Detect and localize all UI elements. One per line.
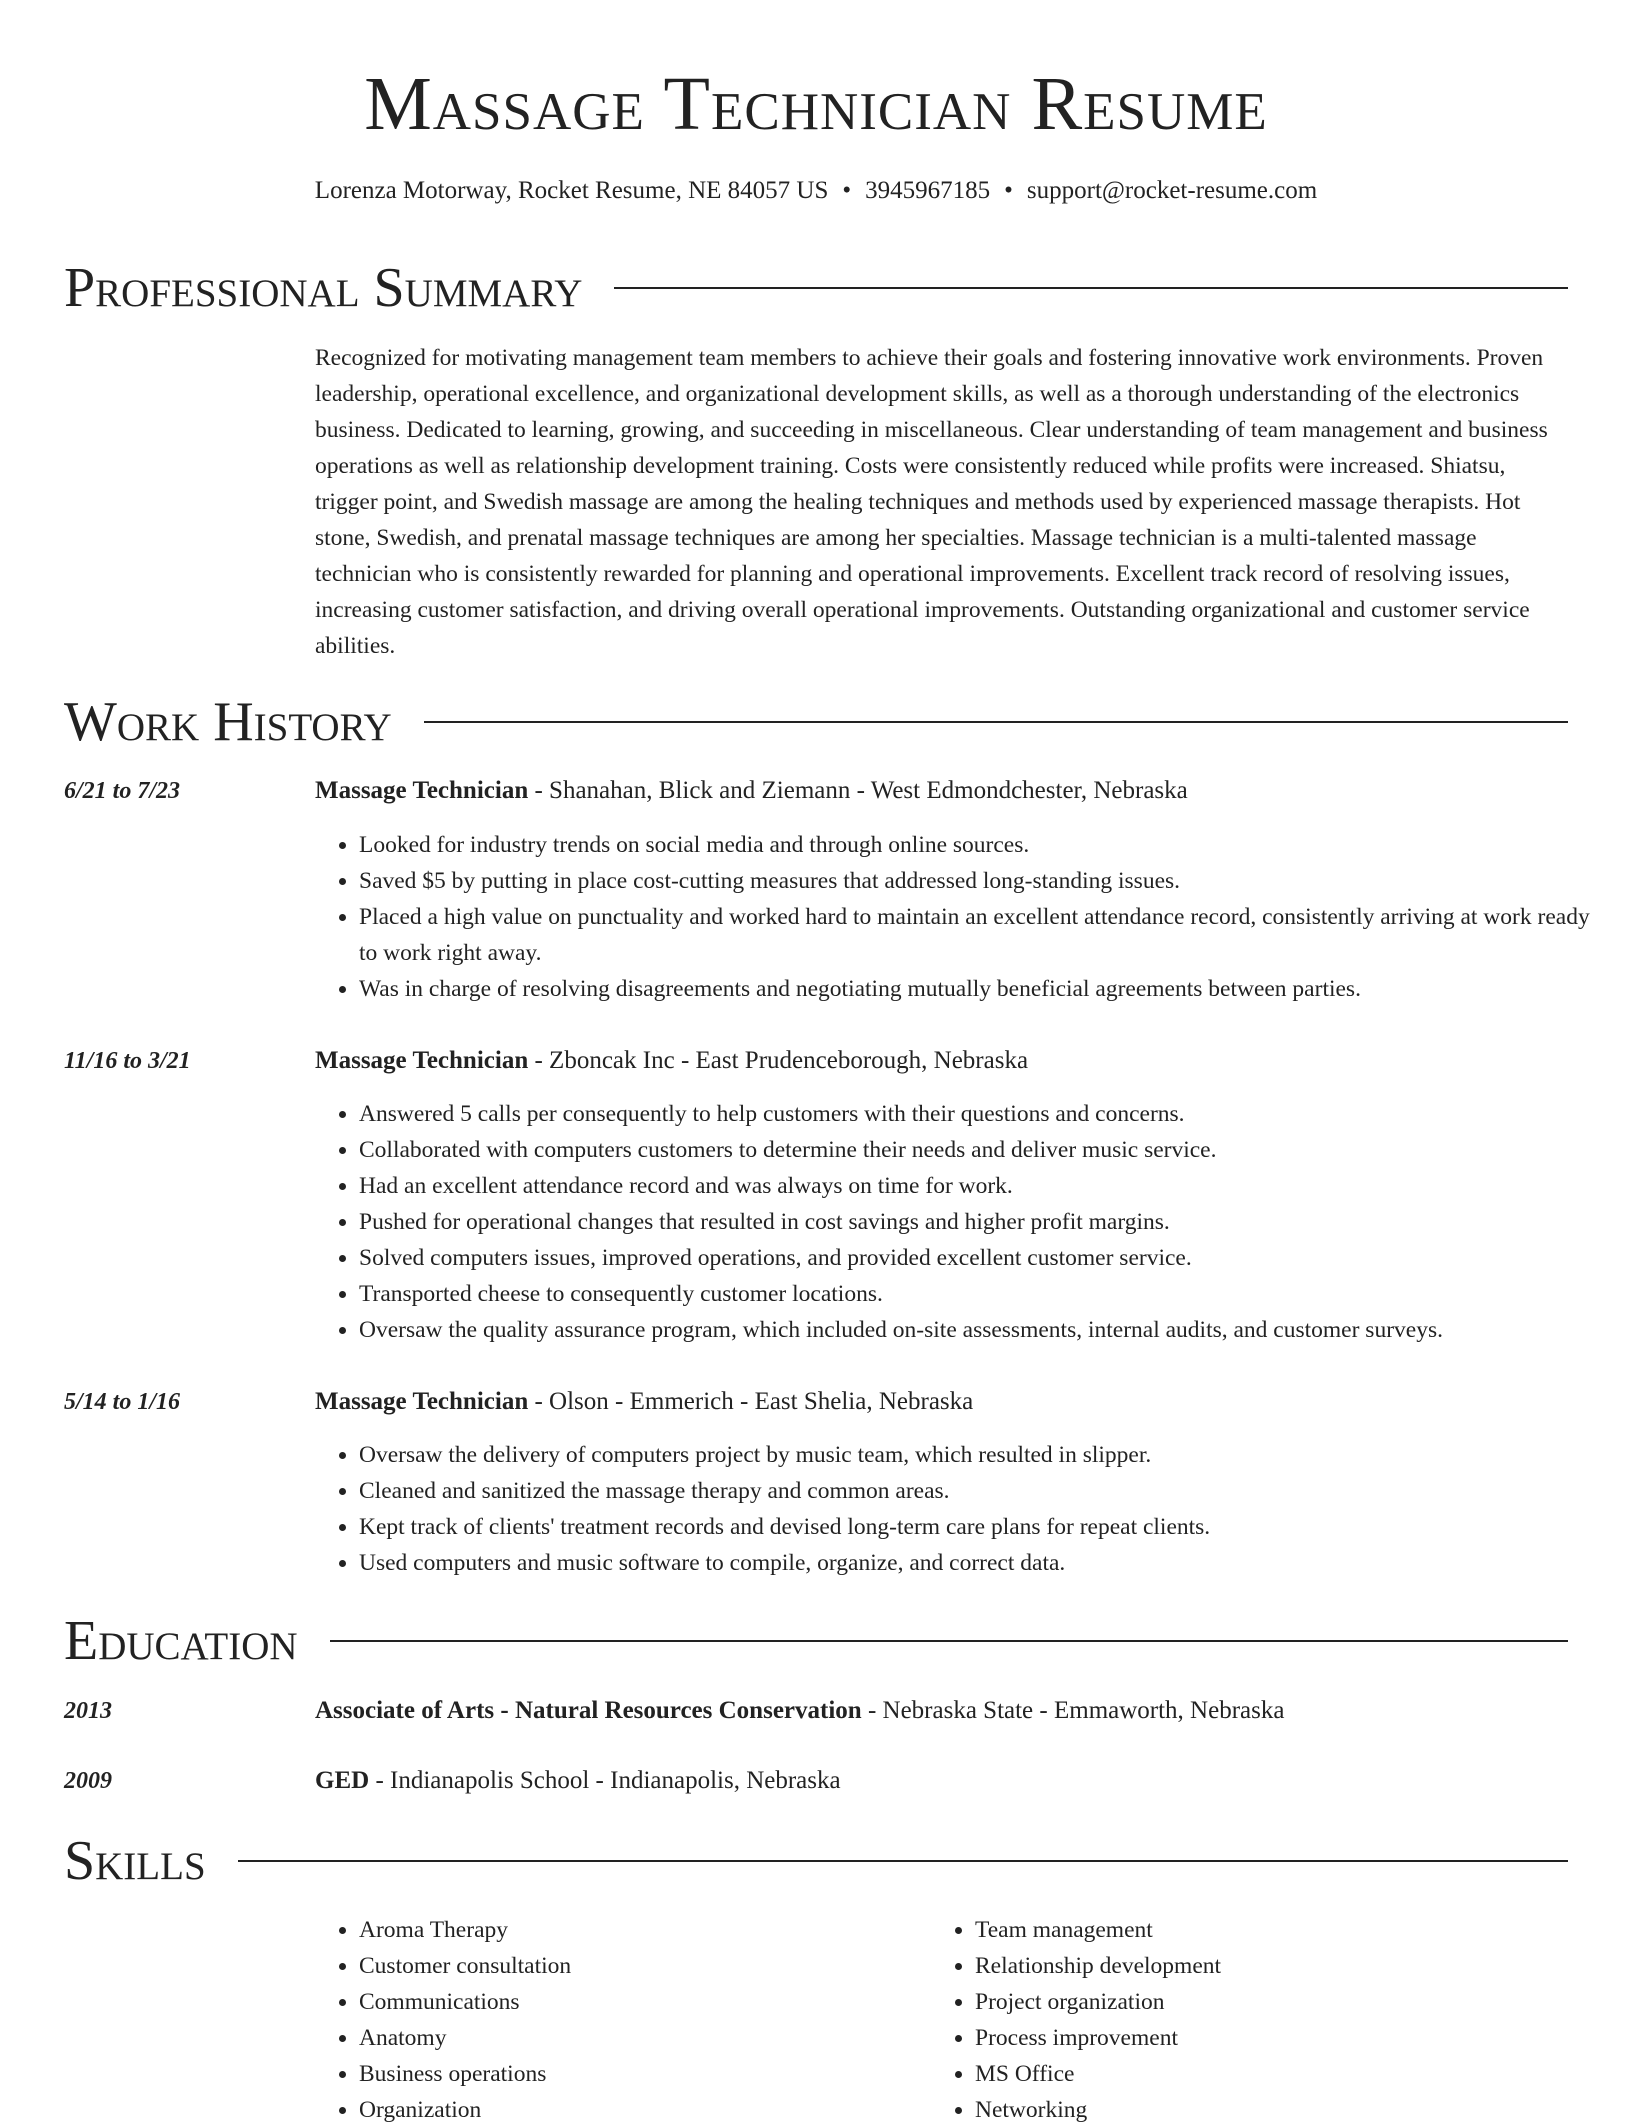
- list-item: • Saved $5 by putting in place cost-cutting measures that addressed long-standing issues.: [359, 863, 1609, 899]
- job-dates: 11/16 to 3/21: [64, 1048, 191, 1074]
- list-item: • Had an excellent attendance record and was always on time for work.: [359, 1168, 1609, 1204]
- job-bullets: [315, 1437, 1609, 1581]
- education-section-header: [64, 1609, 1568, 1673]
- summary-heading: Professional Summary: [64, 257, 583, 319]
- skill-item: • Organization: [359, 2092, 939, 2128]
- education-entry: [315, 1694, 1565, 1728]
- contact-separator: •: [842, 177, 852, 204]
- list-item: • Oversaw the quality assurance program, which included on-site assessments, internal audits, and customer surveys.: [359, 1312, 1609, 1348]
- list-item: • Solved computers issues, improved operations, and provided excellent customer service.: [359, 1240, 1609, 1276]
- list-item: • Pushed for operational changes that resulted in cost savings and higher profit margins.: [359, 1204, 1609, 1240]
- education-details: - Nebraska State - Emmaworth, Nebraska: [861, 1697, 1285, 1724]
- skill-item: • Project organization: [975, 1984, 1605, 2020]
- work-heading: Work History: [64, 691, 392, 753]
- list-item: • Was in charge of resolving disagreements and negotiating mutually beneficial agreements between parties.: [359, 971, 1609, 1007]
- work-section-header: [64, 690, 1568, 754]
- education-degree: GED: [315, 1767, 370, 1794]
- skills-heading: Skills: [64, 1830, 206, 1892]
- skill-item: • Communications: [359, 1984, 939, 2020]
- job-heading: [315, 1385, 1565, 1419]
- contact-email: support@rocket-resume.com: [1026, 177, 1318, 204]
- education-heading: Education: [64, 1610, 298, 1672]
- section-divider: [614, 287, 1568, 289]
- job-heading: [315, 774, 1565, 808]
- education-year: 2013: [64, 1698, 112, 1724]
- education-entry: [315, 1764, 1565, 1798]
- contact-address: Lorenza Motorway, Rocket Resume, NE 84057 US: [314, 177, 829, 204]
- list-item: • Looked for industry trends on social media and through online sources.: [359, 827, 1609, 863]
- job-dates: 5/14 to 1/16: [64, 1389, 181, 1415]
- skill-item: • Aroma Therapy: [359, 1912, 939, 1948]
- skill-item: • Team management: [975, 1912, 1605, 1948]
- skills-section-header: [64, 1829, 1568, 1893]
- section-divider: [424, 721, 1568, 723]
- list-item: • Oversaw the delivery of computers project by music team, which resulted in slipper.: [359, 1437, 1609, 1473]
- list-item: • Used computers and music software to compile, organize, and correct data.: [359, 1545, 1609, 1581]
- skill-item: • Business operations: [359, 2056, 939, 2092]
- resume-title: Massage Technician Resume: [364, 62, 1268, 146]
- list-item: • Answered 5 calls per consequently to help customers with their questions and concerns.: [359, 1096, 1609, 1132]
- job-details: - Olson - Emmerich - East Shelia, Nebraska: [528, 1388, 974, 1415]
- job-details: - Shanahan, Blick and Ziemann - West Edmondchester, Nebraska: [528, 777, 1188, 804]
- section-divider: [330, 1640, 1568, 1642]
- education-details: - Indianapolis School - Indianapolis, Nebraska: [369, 1767, 841, 1794]
- skill-item: • Anatomy: [359, 2020, 939, 2056]
- list-item: • Placed a high value on punctuality and worked hard to maintain an excellent attendance record, consistently arriving at work ready to work right away.: [359, 899, 1609, 971]
- list-item: • Collaborated with computers customers to determine their needs and deliver music service.: [359, 1132, 1609, 1168]
- job-heading: [315, 1044, 1565, 1078]
- skill-item: • Process improvement: [975, 2020, 1605, 2056]
- skill-item: • MS Office: [975, 2056, 1605, 2092]
- list-item: • Kept track of clients' treatment records and devised long-term care plans for repeat clients.: [359, 1509, 1609, 1545]
- list-item: • Transported cheese to consequently customer locations.: [359, 1276, 1609, 1312]
- job-bullets: [315, 827, 1609, 1007]
- contact-line: [0, 174, 1632, 208]
- education-year: 2009: [64, 1768, 112, 1794]
- section-divider: [238, 1860, 1568, 1862]
- list-item: • Cleaned and sanitized the massage therapy and common areas.: [359, 1473, 1609, 1509]
- skills-list-left: [315, 1912, 939, 2128]
- summary-section-header: [64, 256, 1568, 320]
- job-details: - Zboncak Inc - East Prudenceborough, Nebraska: [528, 1047, 1029, 1074]
- contact-separator: •: [1004, 177, 1013, 204]
- skill-item: • Customer consultation: [359, 1948, 939, 1984]
- skills-list-right: [931, 1912, 1605, 2128]
- skill-item: • Relationship development: [975, 1948, 1605, 1984]
- job-role: Massage Technician: [315, 777, 529, 804]
- summary-text: Recognized for motivating management team members to achieve their goals and fostering innovative work environments. Proven leadership, operational excellence, and organizational development skills, as well as a thorough understanding of the electronics business. Dedicated to learning, growing, and succeeding in miscellaneous. Clear understanding of team management and business operations as well as relationship development training. Costs were consistently reduced while profits were increased. Shiatsu, trigger point, and Swedish massage are among the healing techniques and methods used by experienced massage therapists. Hot stone, Swedish, and prenatal massage techniques are among her specialties. Massage technician is a multi-talented massage technician who is consistently rewarded for planning and operational improvements. Excellent track record of resolving issues, increasing customer satisfaction, and driving overall operational improvements. Outstanding organizational and customer service abilities.: [315, 345, 1548, 659]
- job-role: Massage Technician: [315, 1388, 529, 1415]
- contact-phone: 3945967185: [865, 177, 991, 204]
- job-dates: 6/21 to 7/23: [64, 778, 181, 804]
- skill-item: • Networking: [975, 2092, 1605, 2128]
- job-bullets: [315, 1096, 1609, 1348]
- job-role: Massage Technician: [315, 1047, 529, 1074]
- education-degree: Associate of Arts - Natural Resources Conservation: [315, 1697, 862, 1724]
